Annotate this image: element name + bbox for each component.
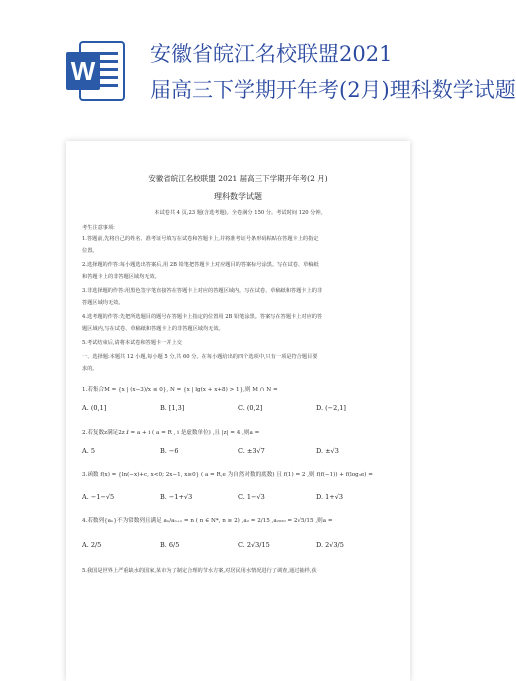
option-d: D. ±√3 [316,447,339,455]
question-4-options [82,541,398,549]
option-a: A. 5 [82,447,95,455]
section-heading-cont: 求的。 [82,366,98,372]
exam-intro: 本试卷共 4 页,23 题(含选考题)。全卷满分 150 分。考试时间 120 分钟。 [154,210,326,216]
option-b: B. 6/5 [160,541,180,549]
note-line: 和答题卡上的非答题区域均无效。 [82,274,160,280]
question-1: 1.若集合M = {x | (x−3)/x ≤ 0}, N = {x | lg(x + x+8) > 1},则 M ∩ N = [82,387,278,393]
note-line: 5.考试结束后,请将本试卷和答题卡一并上交 [82,340,182,346]
section-heading: 一、选择题:本题共 12 小题,每小题 5 分,共 60 分。在每小题给出的四个选项中,只有一项是符合题目要 [82,354,318,360]
option-b: B. −1+√3 [160,493,193,501]
page-subtitle: 届高三下学期开年考(2月)理科数学试题 [150,78,516,102]
option-a: A. 2/5 [82,541,102,549]
document-page [66,141,410,681]
note-line: 1.答题前,先将自己的姓名、准考证号填写在试卷和答题卡上,并将准考证号条形码粘贴在答题卡上的指定 [82,236,319,242]
question-4: 4.若数列{aₙ}不为常数列且满足 aₙ/aₙ₊₁ = n ( n ∈ N*, n ≥ 2) ,a₂ = 2/15 ,a₂₀₂₀ = 2√5/15 ,则a = [82,518,333,524]
question-2: 2.若复数z满足2z ⅈ = a + i ( a = R , i 是虚数单位) ,且 |z| = 4 ,则a = [82,430,260,436]
option-c: C. (0,2] [238,404,263,412]
option-b: B. [1,3] [160,404,185,412]
svg-text:W: W [70,56,96,86]
question-3: 3.函数 f(x) = {ln(−x)+c, x<0; 2x−1, x≥0} ( a = R,e 为自然对数的底数) 且 f(1) = 2 ,则 f(f(−1)) + f(log₃e) = [82,472,373,478]
question-2-options [82,447,398,455]
note-line: 3.非选择题的作答:用黑色签字笔直接答在答题卡上对应的答题区域内。写在试卷、草稿纸和答题卡上的非 [82,288,323,294]
note-line: 2.选择题的作答:每小题选出答案后,用 2B 铅笔把答题卡上对应题目的答案标号涂黑。写在试卷、草稿纸 [82,262,319,268]
option-d: D. 2√3/5 [316,541,344,549]
note-line: 4.选考题的作答:先把所选题目的题号在答题卡上指定的位置用 2B 铅笔涂黑。答案写在答题卡上对应的答 [82,314,323,320]
document-header: 安徽省皖江名校联盟 2021 届高三下学期开年考(2 月) [148,174,328,183]
word-document-icon [64,40,126,102]
note-line: 位置。 [82,248,98,254]
page-title: 安徽省皖江名校联盟2021 [150,42,393,66]
question-3-options [82,493,398,501]
document-subject: 理科数学试题 [214,192,262,201]
notes-title: 考生注意事项: [82,225,115,231]
question-5: 5.我国是世界上严重缺水的国家,某市为了制定合理的节水方案,对居民用水情况进行了调查,通过抽样,获 [82,568,317,574]
question-1-options [82,404,398,412]
option-c: C. 1−√3 [238,493,265,501]
banner [0,0,516,145]
option-d: D. (−2,1] [316,404,346,412]
option-c: C. ±3√7 [238,447,265,455]
option-b: B. −6 [160,447,179,455]
option-a: A. (0,1] [82,404,107,412]
note-line: 答题区域均无效。 [82,300,124,306]
option-c: C. 2√3/15 [238,541,270,549]
option-a: A. −1−√5 [82,493,115,501]
option-d: D. 1+√3 [316,493,343,501]
note-line: 题区域内,写在试卷、草稿纸和答题卡上的非答题区域均无效。 [82,326,224,332]
